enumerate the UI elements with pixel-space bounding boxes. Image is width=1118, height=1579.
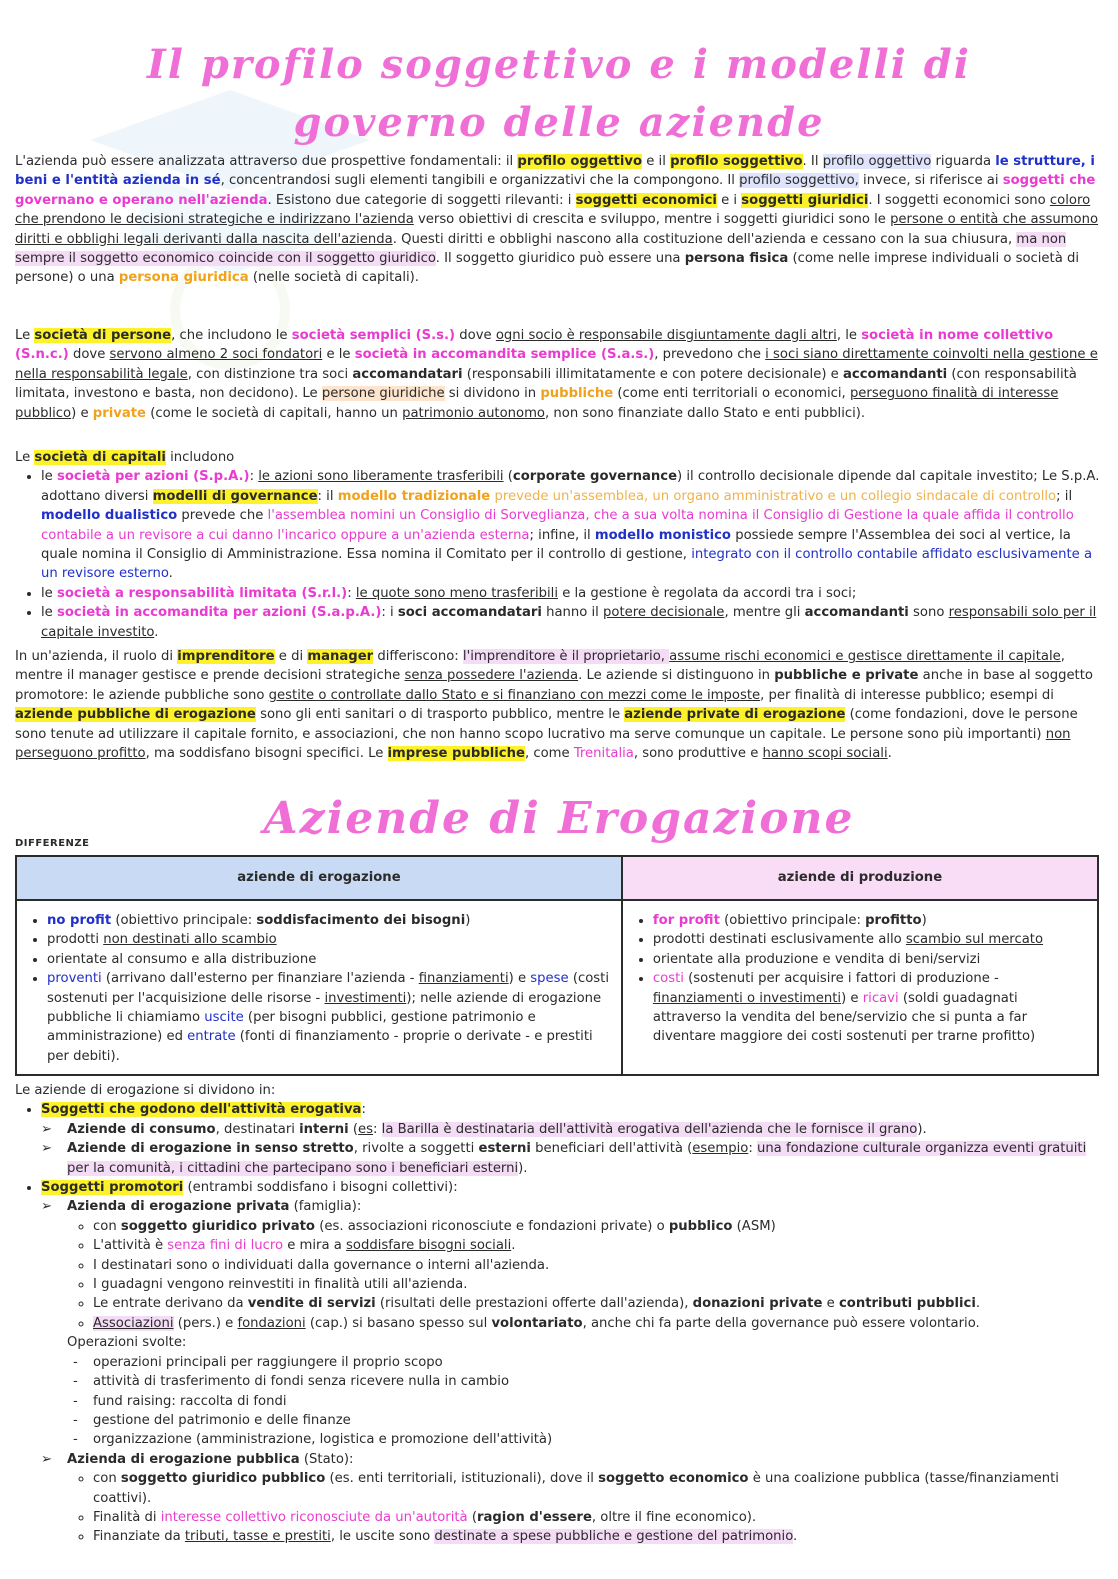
table-header-erogazione: aziende di erogazione — [16, 856, 622, 900]
erogazione-classification: Le aziende di erogazione si dividono in: • Soggetti che godono dell'attività erogativa: ➢ Aziende di consumo, destinatari interni (es: la Barilla è destinataria dell'attività erogativa dell'azienda che le fornisce il grano). ➢ Aziende di erogazione in senso stretto, rivolte a soggetti esterni beneficiari dell'attività (esempio: una fondazione culturale organizza eventi gratuiti per la comunità, i cittadini che partecipano sono i beneficiari esterni). • Soggetti promotori (entrambi soddisfano i bisogni collettivi): ➢ Azienda di erogazione privata (famiglia): ◦ con soggetto giuridico privato (es. associazioni riconosciute e fondazioni private) o pubblico (ASM) ◦ L'attività è senza fini di lucro e mira a soddisfare bisogni sociali. ◦ I destinatari sono o individuati dalla governance o interni all'azienda. ◦ I guadagni vengono reinvestiti in finalità utili all'azienda. ◦ Le entrate derivano da vendite di servizi (risultati delle prestazioni offerte dall'azienda), donazioni private e contributi pubblici. ◦ Associazioni (pers.) e fondazioni (cap.) si basano spesso sul volontariato, anche chi fa parte della governance può essere volontario. Operazioni svolte: - operazioni principali per raggiungere il proprio scopo - attività di trasferimento di fondi senza ricevere nulla in cambio - fund raising: raccolta di fondi - gestione del patrimonio e delle finanze - organizzazione (amministrazione, logistica e promozione dell'attività) ➢ Azienda di erogazione pubblica (Stato): ◦ con soggetto giuridico pubblico (es. enti territoriali, istituzionali), dove il soggetto economico è una coalizione pubblica (tasse/finanziamenti coattivi). ◦ Finalità di interesse collettivo riconosciute da un'autorità (ragion d'essere, oltre il fine economico). ◦ Finanziate da tributi, tasse e prestiti, le uscite sono destinate a spese pubbliche e gestione del patrimonio. — [15, 1081, 1103, 1547]
differenze-label: DIFFERENZE — [15, 838, 90, 849]
societa-capitali-section: Le società di capitali includono • le società per azioni (S.p.A.): le azioni sono liberamente trasferibili (corporate governance) il controllo decisionale dipende dal capitale investito; Le S.p.A. adottano diversi modelli di governance: il modello tradizionale prevede un'assemblea, un organo amministrativo e un collegio sindacale di controllo; il modello dualistico prevede che l'assemblea nomini un Consiglio di Sorveglianza, che a sua volta nomina il Consiglio di Gestione la quale affida il controllo contabile a un revisore a cui danno l'incarico oppure a un'azienda esterna; infine, il modello monistico possiede sempre l'Assemblea dei soci al vertice, la quale nomina il Consiglio di Amministrazione. Essa nomina il Comitato per il controllo di gestione, integrato con il controllo contabile affidato esclusivamente a un revisore esterno. • le società a responsabilità limitata (S.r.l.): le quote sono meno trasferibili e la gestione è regolata da accordi tra i soci; • le società in accomandita per azioni (S.a.p.A.): i soci accomandatari hanno il potere decisionale, mentre gli accomandanti sono responsabili solo per il capitale investito. — [15, 448, 1103, 642]
list-item-sapa: • le società in accomandita per azioni (S.a.p.A.): i soci accomandatari hanno il potere decisionale, mentre gli accomandanti sono responsabili solo per il capitale investito. — [41, 603, 1103, 642]
page-title-line-2: governo delle aziende — [293, 99, 825, 146]
list-item-operazione: - gestione del patrimonio e delle finanze — [93, 1411, 1103, 1430]
list-item-soggetti-promotori: • Soggetti promotori (entrambi soddisfano i bisogni collettivi): ➢ Azienda di erogazione privata (famiglia): ◦ con soggetto giuridico privato (es. associazioni riconosciute e fondazioni private) o pubblico (ASM) ◦ L'attività è senza fini di lucro e mira a soddisfare bisogni sociali. ◦ I destinatari sono o individuati dalla governance o interni all'azienda. ◦ I guadagni vengono reinvestiti in finalità utili all'azienda. ◦ Le entrate derivano da vendite di servizi (risultati delle prestazioni offerte dall'azienda), donazioni private e contributi pubblici. ◦ Associazioni (pers.) e fondazioni (cap.) si basano spesso sul volontariato, anche chi fa parte della governance può essere volontario. Operazioni svolte: - operazioni principali per raggiungere il proprio scopo - attività di trasferimento di fondi senza ricevere nulla in cambio - fund raising: raccolta di fondi - gestione del patrimonio e delle finanze - organizzazione (amministrazione, logistica e promozione dell'attività) ➢ Azienda di erogazione pubblica (Stato): ◦ con soggetto giuridico pubblico (es. enti territoriali, istituzionali), dove il soggetto economico è una coalizione pubblica (tasse/finanziamenti coattivi). ◦ Finalità di interesse collettivo riconosciute da un'autorità (ragion d'essere, oltre il fine economico). ◦ Finanziate da tributi, tasse e prestiti, le uscite sono destinate a spese pubbliche e gestione del patrimonio. — [41, 1178, 1103, 1547]
list-item-spa: • le società per azioni (S.p.A.): le azioni sono liberamente trasferibili (corporate governance) il controllo decisionale dipende dal capitale investito; Le S.p.A. adottano diversi modelli di governance: il modello tradizionale prevede un'assemblea, un organo amministrativo e un collegio sindacale di controllo; il modello dualistico prevede che l'assemblea nomini un Consiglio di Sorveglianza, che a sua volta nomina il Consiglio di Gestione la quale affida il controllo contabile a un revisore a cui danno l'incarico oppure a un'azienda esterna; infine, il modello monistico possiede sempre l'Assemblea dei soci al vertice, la quale nomina il Consiglio di Amministrazione. Essa nomina il Comitato per il controllo di gestione, integrato con il controllo contabile affidato esclusivamente a un revisore esterno. — [41, 467, 1103, 583]
table-header-produzione: aziende di produzione — [622, 856, 1098, 900]
intro-paragraph: L'azienda può essere analizzata attraverso due prospettive fondamentali: il profilo oggettivo e il profilo soggettivo. Il profilo oggettivo riguarda le strutture, i beni e l'entità azienda in sé, concentrandosi sugli elementi tangibili e organizzativi che la compongono. Il profilo soggettivo, invece, si riferisce ai soggetti che governano e operano nell'azienda. Esistono due categorie di soggetti rilevanti: i soggetti economici e i soggetti giuridici. I soggetti economici sono coloro che prendono le decisioni strategiche e indirizzano l'azienda verso obiettivi di crescita e sviluppo, mentre i soggetti giuridici sono le persone o entità che assumono diritti e obblighi legali derivanti dalla nascita dell'azienda. Questi diritti e obblighi nascono alla costituzione dell'azienda e cessano con la sua chiusura, ma non sempre il soggetto economico coincide con il soggetto giuridico. Il soggetto giuridico può essere una persona fisica (come nelle imprese individuali o società di persone) o una persona giuridica (nelle società di capitali). — [15, 154, 1099, 286]
societa-persone-paragraph: Le società di persone, che includono le società semplici (S.s.) dove ogni socio è responsabile disgiuntamente dagli altri, le società in nome collettivo (S.n.c.) dove servono almeno 2 soci fondatori e le società in accomandita semplice (S.a.s.), prevedono che i soci siano direttamente coinvolti nella gestione e nella responsabilità legale, con distinzione tra soci accomandatari (responsabili illimitatamente e con potere decisionale) e accomandanti (con responsabilità limitata, investono e basta, non decidono). Le persone giuridiche si dividono in pubbliche (come enti territoriali o economici, perseguono finalità di interesse pubblico) e private (come le società di capitali, hanno un patrimonio autonomo, non sono finanziate dallo Stato e enti pubblici). — [15, 328, 1098, 421]
list-item-soggetti-godono: • Soggetti che godono dell'attività erogativa: ➢ Aziende di consumo, destinatari interni (es: la Barilla è destinataria dell'attività erogativa dell'azienda che le fornisce il grano). ➢ Aziende di erogazione in senso stretto, rivolte a soggetti esterni beneficiari dell'attività (esempio: una fondazione culturale organizza eventi gratuiti per la comunità, i cittadini che partecipano sono i beneficiari esterni). — [41, 1100, 1103, 1178]
list-item-operazione: - organizzazione (amministrazione, logistica e promozione dell'attività) — [93, 1430, 1103, 1449]
table-cell-erogazione: • no profit (obiettivo principale: soddisfacimento dei bisogni) • prodotti non destinati allo scambio • orientate al consumo e alla distribuzione • proventi (arrivano dall'esterno per finanziare l'azienda - finanziamenti) e spese (costi sostenuti per l'acquisizione delle risorse - investimenti); nelle aziende di erogazione pubbliche li chiamiamo uscite (per bisogni pubblici, gestione patrimonio e amministrazione) ed entrate (fonti di finanziamento - proprie o derivate - e prestiti per debiti). — [16, 900, 622, 1075]
comparison-table — [15, 855, 1099, 1076]
imprenditore-paragraph: In un'azienda, il ruolo di imprenditore e di manager differiscono: l'imprenditore è il proprietario, assume rischi economici e gestisce direttamente il capitale, mentre il manager gestisce e prende decisioni strategiche senza possedere l'azienda. Le aziende si distinguono in pubbliche e private anche in base al soggetto promotore: le aziende pubbliche sono gestite o controllate dallo Stato e si finanziano con mezzi come le imposte, per finalità di interesse pubblico; esempi di aziende pubbliche di erogazione sono gli enti sanitari o di trasporto pubblico, mentre le aziende private di erogazione (come fondazioni, dove le persone sono tenute ad utilizzare il capitale fornito, e associazioni, che non hanno scopo lucrativo ma serve comunque un capitale. Le persone sono più importanti) non perseguono profitto, ma soddisfano bisogni specifici. Le imprese pubbliche, come Trenitalia, sono produttive e hanno scopi sociali. — [15, 649, 1093, 762]
list-item-operazione: - fund raising: raccolta di fondi — [93, 1392, 1103, 1411]
page-title-line-1: Il profilo soggettivo e i modelli di — [147, 41, 971, 88]
section-title-erogazione: Aziende di Erogazione — [263, 793, 855, 844]
table-cell-produzione: • for profit (obiettivo principale: profitto) • prodotti destinati esclusivamente allo scambio sul mercato • orientate alla produzione e vendita di beni/servizi • costi (sostenuti per acquisire i fattori di produzione - finanziamenti o investimenti) e ricavi (soldi guadagnati attraverso la vendita del bene/servizio che si punta a far diventare maggiore dei costi sostenuti per trarne profitto) — [622, 900, 1098, 1075]
list-item-operazione: - attività di trasferimento di fondi senza ricevere nulla in cambio — [93, 1372, 1103, 1391]
list-item-operazione: - operazioni principali per raggiungere il proprio scopo — [93, 1353, 1103, 1372]
list-item-srl: • le società a responsabilità limitata (S.r.l.): le quote sono meno trasferibili e la gestione è regolata da accordi tra i soci; — [41, 584, 1103, 603]
